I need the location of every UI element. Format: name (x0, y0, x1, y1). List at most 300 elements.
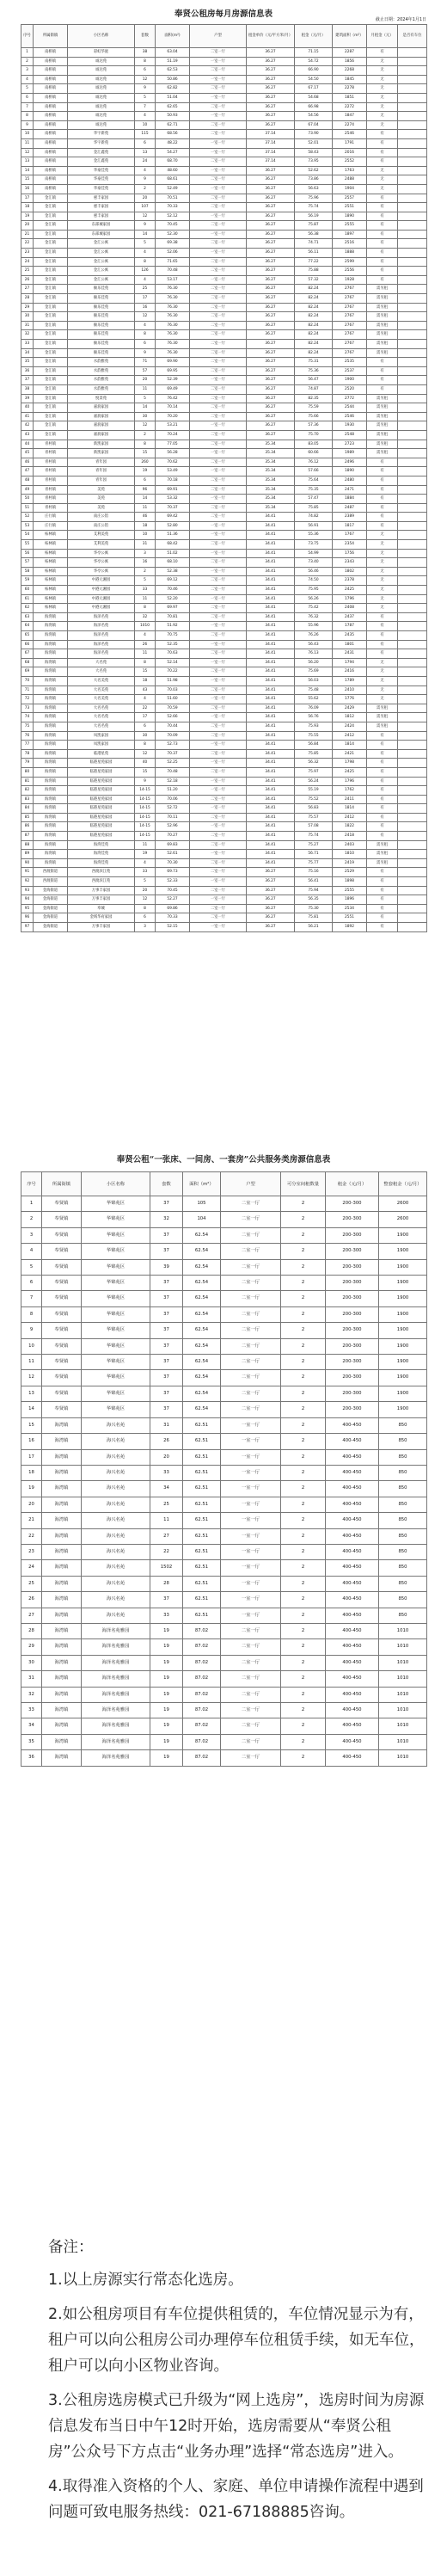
table-cell: 二室一厅 (190, 485, 247, 495)
table-cell (398, 877, 427, 887)
table-cell: 3 (135, 923, 156, 932)
table-cell: 51.98 (156, 676, 190, 685)
table-row (21, 430, 427, 440)
table-cell: 有 (367, 267, 398, 276)
table-cell: 52.35 (156, 640, 190, 649)
table-cell: 有 (367, 886, 398, 895)
table-cell: 12 (135, 749, 156, 759)
table-cell: 南桥镇 (34, 138, 68, 148)
table-cell: 56.46 (295, 567, 333, 576)
table-cell: 33 (150, 1465, 183, 1480)
table-cell: 10 (21, 130, 34, 139)
table-cell: 200-300 (326, 1291, 379, 1306)
table-cell: 海兴名苑 (82, 1434, 150, 1449)
table-cell: 海湾镇 (42, 1528, 82, 1544)
table-cell: 二室一厅 (190, 130, 247, 139)
table-cell: 2 (281, 1734, 326, 1749)
table-cell: 2268 (333, 66, 367, 76)
table-cell: 1502 (150, 1560, 183, 1576)
table-cell: 一室一厅 (190, 695, 247, 704)
table-row (21, 713, 427, 722)
table-cell: 36.27 (247, 249, 295, 258)
table-cell: 1810 (333, 850, 367, 859)
table-cell: 34.41 (247, 576, 295, 586)
table-cell: 87.02 (183, 1655, 221, 1670)
table-cell: 一室一厅 (190, 449, 247, 458)
table-cell: 82.24 (295, 294, 333, 304)
column-header: 月租金（元） (367, 25, 398, 48)
table-cell: 2 (281, 1687, 326, 1702)
table-row (21, 676, 427, 685)
table-cell: 13 (21, 1386, 42, 1401)
table-cell: 1896 (333, 895, 367, 905)
table-cell: 20 (21, 221, 34, 231)
table-cell: 奉贤镇 (42, 1196, 82, 1212)
table-cell: 2 (135, 184, 156, 194)
table-cell: 水韵雅苑 (68, 384, 135, 394)
table-cell: 二室一厅 (190, 704, 247, 713)
table-cell: 有 (367, 476, 398, 485)
table-cell (398, 832, 427, 841)
table-cell: 金汇镇 (34, 330, 68, 340)
table-row (21, 1639, 427, 1655)
table-cell: 75.66 (295, 412, 333, 421)
table-cell: 58 (21, 567, 34, 576)
table-cell: 35.34 (247, 467, 295, 476)
table-cell: 海泽名苑雅园 (82, 1718, 150, 1734)
table-cell: 青村镇 (34, 458, 68, 467)
table-cell: 无 (367, 57, 398, 66)
table-cell: 2544 (333, 403, 367, 413)
table-row (21, 358, 427, 367)
table-cell: 36.27 (247, 412, 295, 421)
table-cell: 二室一厅 (221, 1734, 281, 1749)
table-cell (398, 495, 427, 504)
table-cell: 金汇鑫苑 (68, 157, 135, 167)
table-cell: 5 (21, 84, 34, 94)
table-cell: 1767 (333, 531, 367, 540)
table-cell: 36.27 (247, 48, 295, 58)
table-cell: 52.80 (156, 521, 190, 531)
table-cell: 2 (281, 1370, 326, 1386)
table-cell: 62.65 (156, 102, 190, 112)
table-cell: 75.87 (295, 221, 333, 231)
table-cell: 58.43 (295, 148, 333, 157)
table-cell: 一室一厅 (190, 895, 247, 905)
table-cell: 2274 (333, 120, 367, 130)
table-cell: 56.03 (295, 676, 333, 685)
table-cell: 68.56 (156, 130, 190, 139)
table-cell: 大名美苑 (68, 695, 135, 704)
table-cell: 36.27 (247, 421, 295, 431)
table-row (21, 850, 427, 859)
table-cell: 52.96 (156, 822, 190, 832)
table-row (21, 658, 427, 667)
table-cell: 62.51 (183, 1592, 221, 1608)
table-cell (398, 230, 427, 239)
table-cell: 2 (281, 1592, 326, 1608)
column-header: 小区名称 (82, 1172, 150, 1196)
table-cell: 5 (135, 239, 156, 249)
table-cell: 76.26 (295, 631, 333, 641)
table-cell: 34.41 (247, 858, 295, 868)
table-cell: 75.64 (295, 476, 333, 485)
table-cell: 70.06 (156, 795, 190, 804)
table-cell: 青年园 (68, 467, 135, 476)
table-cell: 9 (135, 221, 156, 231)
table-cell: 37 (150, 1338, 183, 1354)
table-cell: 海湾镇 (42, 1513, 82, 1528)
table-cell: 64 (21, 622, 34, 631)
table-cell: 青村镇 (34, 495, 68, 504)
table-cell: 73.90 (295, 130, 333, 139)
table-cell: 37 (150, 1244, 183, 1259)
table-cell: 62.82 (156, 84, 190, 94)
table-cell: 19 (21, 1481, 42, 1497)
table-cell: 62.51 (183, 1608, 221, 1623)
table-cell: 悦景苑 (68, 394, 135, 403)
table-cell: 海泽名苑雅园 (82, 1655, 150, 1670)
table-cell: 34.41 (247, 586, 295, 595)
table-cell: 37.14 (247, 130, 295, 139)
table-cell: 金汇公寓 (68, 275, 135, 285)
table-cell: 36.27 (247, 366, 295, 376)
table-cell: 850 (379, 1576, 427, 1591)
table-cell: 39 (21, 394, 34, 403)
table-cell: 2767 (333, 348, 367, 358)
table-cell: 二室一厅 (190, 685, 247, 695)
table-cell (398, 330, 427, 340)
table-cell: 南桥镇 (34, 112, 68, 121)
table-cell: 63.04 (156, 48, 190, 58)
table-row (21, 485, 427, 495)
table-cell: 海湾镇 (42, 1639, 82, 1655)
table-cell: 46 (21, 458, 34, 467)
table-cell: 一室一厅 (221, 1560, 281, 1576)
table-cell: 53.32 (156, 495, 190, 504)
table-cell: 36.27 (247, 285, 295, 294)
table-cell: 70.37 (156, 749, 190, 759)
table-cell: 70.81 (156, 612, 190, 622)
table-cell: 850 (379, 1528, 427, 1544)
table-cell: 有 (367, 230, 398, 239)
note-item: 4.取得准入资格的个人、家庭、单位申请操作流程中遇到问题可致电服务热线：021-67188885咨询。 (48, 2478, 424, 2521)
table-cell: 2287 (333, 48, 367, 58)
table-cell: 85 (21, 813, 34, 822)
table-cell: 60.66 (295, 449, 333, 458)
table-cell: 40 (135, 759, 156, 768)
table-cell: 海湾镇 (34, 713, 68, 722)
table-cell: 1 (21, 48, 34, 58)
table-cell: 一室一厅 (190, 93, 247, 102)
table-cell: 海湾镇 (42, 1703, 82, 1718)
table-cell: 34.41 (247, 558, 295, 568)
table-cell: 19 (150, 1734, 183, 1749)
table-cell: 海湾镇 (34, 704, 68, 713)
table-cell: 二室一厅 (221, 1402, 281, 1417)
table-cell: 一室一厅 (190, 594, 247, 604)
table-cell: 32 (21, 330, 34, 340)
table-cell: 临港星苑家园 (68, 804, 135, 814)
column-header: 序号 (21, 1172, 42, 1196)
table-row (21, 576, 427, 586)
table-cell: 5 (135, 877, 156, 887)
table-cell: 400-450 (326, 1465, 379, 1480)
table-cell: 36.27 (247, 913, 295, 923)
table-cell (398, 531, 427, 540)
table-cell: 二室一厅 (221, 1259, 281, 1275)
table-row (21, 604, 427, 613)
table-row (21, 1244, 427, 1259)
table-cell: 52.30 (156, 230, 190, 239)
table-cell (398, 93, 427, 102)
table-cell: 无 (367, 667, 398, 677)
table-cell: 中港元湘园 (68, 594, 135, 604)
table-row (21, 1703, 427, 1718)
table-row (21, 221, 427, 231)
table-cell: 有 (367, 804, 398, 814)
table-cell: 19 (135, 850, 156, 859)
table-cell: 无 (367, 604, 398, 613)
table-cell: 南庄公馆 (68, 513, 135, 522)
table-cell: 二室一厅 (190, 358, 247, 367)
table-cell: 凤凯家园 (68, 731, 135, 741)
table-cell (398, 777, 427, 786)
table-cell: 2 (281, 1718, 326, 1734)
table-cell: 35.34 (247, 485, 295, 495)
table-cell: 海湾镇 (34, 786, 68, 796)
table-cell: 金汇镇 (34, 212, 68, 221)
table-row (21, 558, 427, 568)
table-cell (398, 203, 427, 212)
column-header: 面积（m²） (183, 1172, 221, 1196)
table-cell: 海泽名苑雅园 (82, 1623, 150, 1638)
table-row (21, 267, 427, 276)
table-cell: 35.34 (247, 449, 295, 458)
table-cell: 36.27 (247, 221, 295, 231)
table-cell: 34.41 (247, 658, 295, 667)
table-cell: 400-450 (326, 1576, 379, 1591)
table-cell: 一室一厅 (190, 166, 247, 175)
table-cell: 69.97 (156, 604, 190, 613)
table-cell: 35.34 (247, 503, 295, 513)
table-row (21, 858, 427, 868)
table-cell: 二室一厅 (190, 340, 247, 349)
table-cell (398, 102, 427, 112)
table-row (21, 257, 427, 267)
table-cell: 200-300 (326, 1227, 379, 1243)
table-cell: 2 (281, 1338, 326, 1354)
table-row (21, 840, 427, 850)
table-row (21, 1592, 427, 1608)
column-header: 建筑面积（m²） (333, 25, 367, 48)
table-cell: 36.27 (247, 403, 295, 413)
table-cell: 二室一厅 (190, 904, 247, 913)
table-cell: 96 (135, 485, 156, 495)
table-cell: 2 (281, 1212, 326, 1227)
table-cell: 2 (21, 1212, 42, 1227)
table-cell (398, 895, 427, 905)
table-cell: 19 (21, 212, 34, 221)
table-cell: 南桥镇 (34, 184, 68, 194)
table-cell: 金汇镇 (34, 403, 68, 413)
table-cell: 1010 (379, 1687, 427, 1702)
table-cell: 1814 (333, 804, 367, 814)
table-row (21, 249, 427, 258)
table-cell: 55 (21, 540, 34, 550)
table-cell: 颐乐佳苑 (68, 340, 135, 349)
table-cell: 一室一厅 (190, 112, 247, 121)
table-row (21, 449, 427, 458)
table-cell: 35.34 (247, 458, 295, 467)
table-cell: 二室一厅 (221, 1655, 281, 1670)
table-cell: 8 (135, 440, 156, 449)
table-cell: 75.59 (295, 403, 333, 413)
table-cell: 2429 (333, 704, 367, 713)
table-row (21, 1718, 427, 1734)
table-cell: 400-450 (326, 1560, 379, 1576)
table-cell: 36.27 (247, 294, 295, 304)
table-cell: 2471 (333, 485, 367, 495)
table-cell: 柘林镇 (34, 594, 68, 604)
table-cell: 26 (135, 640, 156, 649)
table-cell: 1010 (379, 1734, 427, 1749)
table-cell: 400-450 (326, 1434, 379, 1449)
table-cell: 有 (367, 467, 398, 476)
table-cell: 海湾镇 (34, 822, 68, 832)
table-cell: 2599 (333, 257, 367, 267)
table-cell: 54.72 (295, 57, 333, 66)
table-cell: 200-300 (326, 1306, 379, 1322)
table-cell (398, 713, 427, 722)
table-cell: 70.33 (156, 913, 190, 923)
table-cell: 36.27 (247, 75, 295, 84)
table-cell: 36 (21, 1750, 42, 1766)
table-cell: 2772 (333, 394, 367, 403)
table-cell: 400-450 (326, 1703, 379, 1718)
table-cell: 有 (367, 203, 398, 212)
table-cell: 金汇镇 (34, 384, 68, 394)
table-cell: 400-450 (326, 1687, 379, 1702)
table-cell: 75.16 (295, 868, 333, 877)
table-cell: 57.32 (295, 275, 333, 285)
table-cell: 美苑 (68, 503, 135, 513)
table-cell: 一室一厅 (221, 1513, 281, 1528)
table-cell: 无 (367, 540, 398, 550)
table-cell: 56.47 (295, 376, 333, 385)
table-cell: 82 (21, 786, 34, 796)
table-cell (398, 384, 427, 394)
table-cell: 34.41 (247, 822, 295, 832)
table-cell: 二室一厅 (190, 366, 247, 376)
notes-heading: 备注： (48, 2239, 94, 2256)
table-cell: 75.77 (295, 858, 333, 868)
table-cell: 金汇镇 (34, 430, 68, 440)
table-row (21, 476, 427, 485)
table-cell: 14-15 (135, 822, 156, 832)
table-cell: 74.87 (295, 384, 333, 394)
table-cell: 2556 (333, 267, 367, 276)
table-cell: 62.51 (183, 1576, 221, 1591)
table-cell: 无 (367, 75, 398, 84)
table-cell: 需另租 (367, 704, 398, 713)
table-cell: 无 (367, 93, 398, 102)
table-cell: 2 (281, 1259, 326, 1275)
table-cell: 青村镇 (34, 467, 68, 476)
table-cell: 34.41 (247, 622, 295, 631)
table-cell (398, 503, 427, 513)
table-cell: 1798 (333, 759, 367, 768)
table-cell: 海泽名苑 (68, 631, 135, 641)
table-cell: 华锦苑区 (82, 1244, 150, 1259)
table-row (21, 759, 427, 768)
table-cell: 77.22 (295, 257, 333, 267)
table-cell: 金汇镇 (34, 348, 68, 358)
table-cell: 61 (21, 594, 34, 604)
column-header: 小区名称 (68, 25, 135, 48)
table-row (21, 285, 427, 294)
table-cell: 62.54 (183, 1259, 221, 1275)
table-row (21, 93, 427, 102)
table-cell: 11 (135, 649, 156, 659)
table-cell: 93 (21, 886, 34, 895)
table-cell (398, 813, 427, 822)
table-cell: 68.70 (156, 157, 190, 167)
table-cell: 海泽名苑 (68, 622, 135, 631)
table-cell: 二室一厅 (190, 394, 247, 403)
table-cell (398, 840, 427, 850)
table-cell: 海兴名苑 (82, 1560, 150, 1576)
table-cell (398, 822, 427, 832)
table-cell: 6 (21, 93, 34, 102)
table-cell: 56.76 (295, 713, 333, 722)
table-row (21, 376, 427, 385)
table-cell: 4 (135, 166, 156, 175)
table-cell: 54.50 (295, 75, 333, 84)
note-item: 3.公租房选房模式已升级为“网上选房”，选房时间为房源信息发布当日中午12时开始，选房需要从“奉贤公租房”公众号下方点击“业务办理”选择“常态选房”进入。 (48, 2392, 425, 2461)
table-cell: 75.81 (295, 913, 333, 923)
table-cell: 69.86 (156, 904, 190, 913)
table-cell: 54.27 (156, 148, 190, 157)
table-row (21, 1227, 427, 1243)
table-cell: 75.36 (295, 366, 333, 376)
table-cell: 76.30 (156, 330, 190, 340)
table-cell: 有 (367, 239, 398, 249)
table-cell: 二室一厅 (190, 868, 247, 877)
table-cell: 66.90 (295, 66, 333, 76)
table-cell: 27 (21, 1608, 42, 1623)
table-cell: 二室一厅 (190, 649, 247, 659)
table-cell: 3 (135, 549, 156, 558)
table-cell: 海湾镇 (42, 1687, 82, 1702)
table-cell: 奉贤镇 (42, 1370, 82, 1386)
table-cell: 二室一厅 (190, 102, 247, 112)
table-cell: 海湾镇 (42, 1449, 82, 1465)
table-cell: 西渡街道 (34, 877, 68, 887)
table-cell: 31 (150, 1417, 183, 1433)
table-row (21, 203, 427, 212)
table-cell: 二室一厅 (221, 1703, 281, 1718)
table-cell: 1814 (333, 741, 367, 750)
table-cell: 颐乐佳苑 (68, 294, 135, 304)
table-cell (398, 540, 427, 550)
table-cell: 1851 (333, 93, 367, 102)
table-cell: 1010 (379, 1750, 427, 1766)
table-cell: 400-450 (326, 1513, 379, 1528)
table-cell: 17 (21, 194, 34, 203)
table-cell: 2535 (333, 358, 367, 367)
table-cell: 奉贤镇 (42, 1276, 82, 1291)
